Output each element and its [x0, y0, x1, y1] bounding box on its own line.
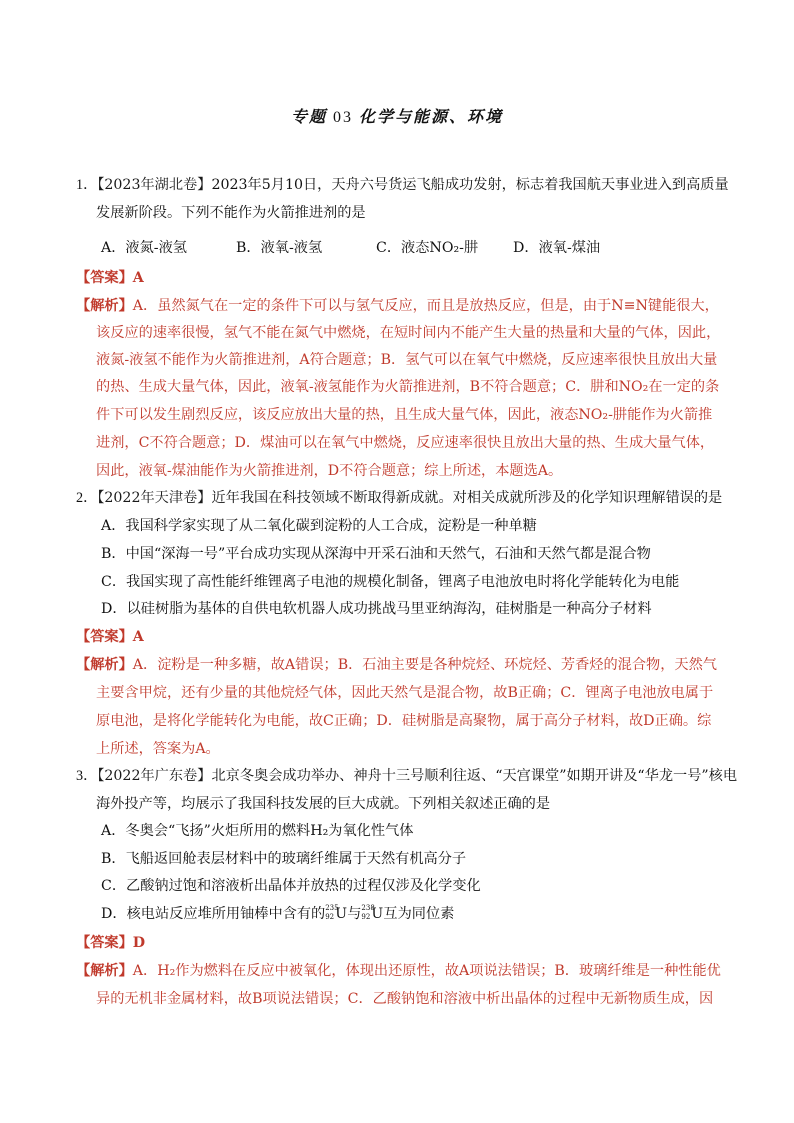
q2-answer-value: A	[132, 629, 144, 645]
isotope-atomic-number: 92	[325, 913, 335, 921]
q3-source: 【2022年广东卷】	[97, 768, 212, 784]
q2-option-b: B．中国“深海一号”平台成功实现从深海中开采石油和天然气，石油和天然气都是混合物	[101, 546, 651, 562]
q3-option-d-pre: D．核电站反应堆所用铀棒中含有的	[101, 906, 326, 922]
isotope-atomic-number: 92	[361, 913, 371, 921]
isotope-u238	[361, 905, 383, 923]
q2-number: 2．	[76, 490, 98, 506]
q1-explanation-line: 件下可以发生剧烈反应，该反应放出大量的热，且生成大量气体，因此，液态NO₂-肼能作为火箭推	[96, 407, 713, 423]
q2-expl-text: A．淀粉是一种多糖，故A错误；B．石油主要是各种烷烃、环烷烃、芳香烃的混合物，天然气	[132, 657, 717, 673]
q2-stem-text: 近年我国在科技领域不断取得新成就。对相关成就所涉及的化学知识理解错误的是	[211, 490, 723, 506]
q1-source: 【2023年湖北卷】	[97, 177, 212, 193]
q3-number: 3．	[76, 768, 98, 784]
isotope-mass: 235	[325, 904, 339, 912]
q1-expl-label: 【解析】	[76, 298, 133, 314]
isotope-u235	[325, 905, 347, 923]
q2-explanation-line	[76, 656, 717, 674]
q3-option-d-post: 互为同位素	[383, 906, 455, 922]
q1-answer	[76, 269, 144, 287]
q1-answer-value: A	[132, 270, 144, 286]
q1-explanation-line: 进剂，C不符合题意；D．煤油可以在氧气中燃烧，反应速率很快且放出大量的热、生成大量气体，	[96, 435, 715, 451]
q1-option-c: C．液态NO₂-肼	[376, 240, 479, 256]
q3-option-d-mid: 与	[347, 906, 362, 922]
q2-answer-label: 【答案】	[76, 629, 133, 645]
q1-explanation-line: 因此，液氧-煤油能作为火箭推进剂，D不符合题意；综上所述，本题选A。	[96, 463, 563, 479]
q2-option-c: C．我国实现了高性能纤维锂离子电池的规模化制备，锂离子电池放电时将化学能转化为电能	[101, 574, 680, 590]
q3-expl-text: A．H₂作为燃料在反应中被氧化，体现出还原性，故A项说法错误；B．玻璃纤维是一种性能优	[132, 963, 721, 979]
q3-answer-label: 【答案】	[76, 935, 133, 951]
q3-expl-label: 【解析】	[76, 963, 133, 979]
q3-option-b: B．飞船返回舱表层材料中的玻璃纤维属于天然有机高分子	[101, 851, 467, 867]
q1-stem-line1	[76, 176, 729, 194]
title-text: 化学与能源、环境	[359, 107, 504, 126]
q2-explanation-line: 上所述，答案为A。	[96, 741, 220, 757]
q2-explanation-line: 原电池，是将化学能转化为电能，故C正确；D．硅树脂是高聚物，属于高分子材料，故D正确。综	[96, 713, 712, 729]
q1-expl-text: A．虽然氮气在一定的条件下可以与氢气反应，而且是放热反应，但是，由于N≡N键能很大，	[132, 298, 719, 314]
page-title	[0, 104, 794, 127]
title-prefix: 专题	[290, 107, 327, 126]
q3-stem-line1	[76, 767, 737, 785]
q3-stem-text: 北京冬奥会成功举办、神舟十三号顺利往返、“天宫课堂”如期开讲及“华龙一号”核电	[211, 768, 738, 784]
q2-source: 【2022年天津卷】	[97, 490, 212, 506]
q3-stem-line2: 海外投产等，均展示了我国科技发展的巨大成就。下列相关叙述正确的是	[96, 796, 551, 812]
q2-option-a: A．我国科学家实现了从二氧化碳到淀粉的人工合成，淀粉是一种单糖	[101, 518, 537, 534]
q1-options	[101, 239, 600, 257]
q1-explanation-line: 液氮-液氢不能作为火箭推进剂，A符合题意；B．氢气可以在氧气中燃烧，反应速率很快且放出大量	[96, 352, 718, 368]
isotope-symbol: U	[371, 906, 384, 922]
q1-explanation-line: 的热、生成大量气体，因此，液氧-液氢能作为火箭推进剂，B不符合题意；C．肼和NO₂在一定的条	[96, 379, 720, 395]
q1-stem-text: 2023年5月10日，天舟六号货运飞船成功发射，标志着我国航天事业进入到高质量	[211, 177, 729, 193]
isotope-symbol: U	[335, 906, 348, 922]
q2-option-d: D．以硅树脂为基体的自供电软机器人成功挑战马里亚纳海沟，硅树脂是一种高分子材料	[101, 601, 652, 617]
q3-answer	[76, 934, 145, 952]
q3-option-a: A．冬奥会“飞扬”火炬所用的燃料H₂为氧化性气体	[101, 823, 414, 839]
q2-explanation-line: 主要含甲烷，还有少量的其他烷烃气体，因此天然气是混合物，故B正确；C．锂离子电池放电属于	[96, 685, 714, 701]
q1-number: 1．	[76, 177, 98, 193]
q3-answer-value: D	[132, 935, 146, 951]
q2-stem	[76, 489, 722, 507]
title-number: 03	[333, 109, 353, 126]
q1-answer-label: 【答案】	[76, 270, 133, 286]
q1-stem-line2: 发展新阶段。下列不能作为火箭推进剂的是	[96, 205, 366, 221]
q1-explanation-line	[76, 297, 719, 315]
q1-option-a: A．液氮-液氢	[101, 240, 187, 256]
q1-explanation-line: 该反应的速率很慢，氢气不能在氮气中燃烧，在短时间内不能产生大量的热量和大量的气体，因此，	[96, 325, 721, 341]
q3-explanation-line: 异的无机非金属材料，故B项说法错误；C．乙酸钠饱和溶液中析出晶体的过程中无新物质生成，因	[96, 991, 714, 1007]
isotope-mass: 238	[361, 904, 375, 912]
q1-option-d: D．液氧-煤油	[513, 240, 601, 256]
q3-option-c: C．乙酸钠过饱和溶液析出晶体并放热的过程仅涉及化学变化	[101, 878, 481, 894]
q3-explanation-line	[76, 962, 721, 980]
q3-option-d	[101, 905, 454, 923]
q2-expl-label: 【解析】	[76, 657, 133, 673]
q1-option-b: B．液氧-液氢	[236, 240, 323, 256]
q2-answer	[76, 628, 144, 646]
